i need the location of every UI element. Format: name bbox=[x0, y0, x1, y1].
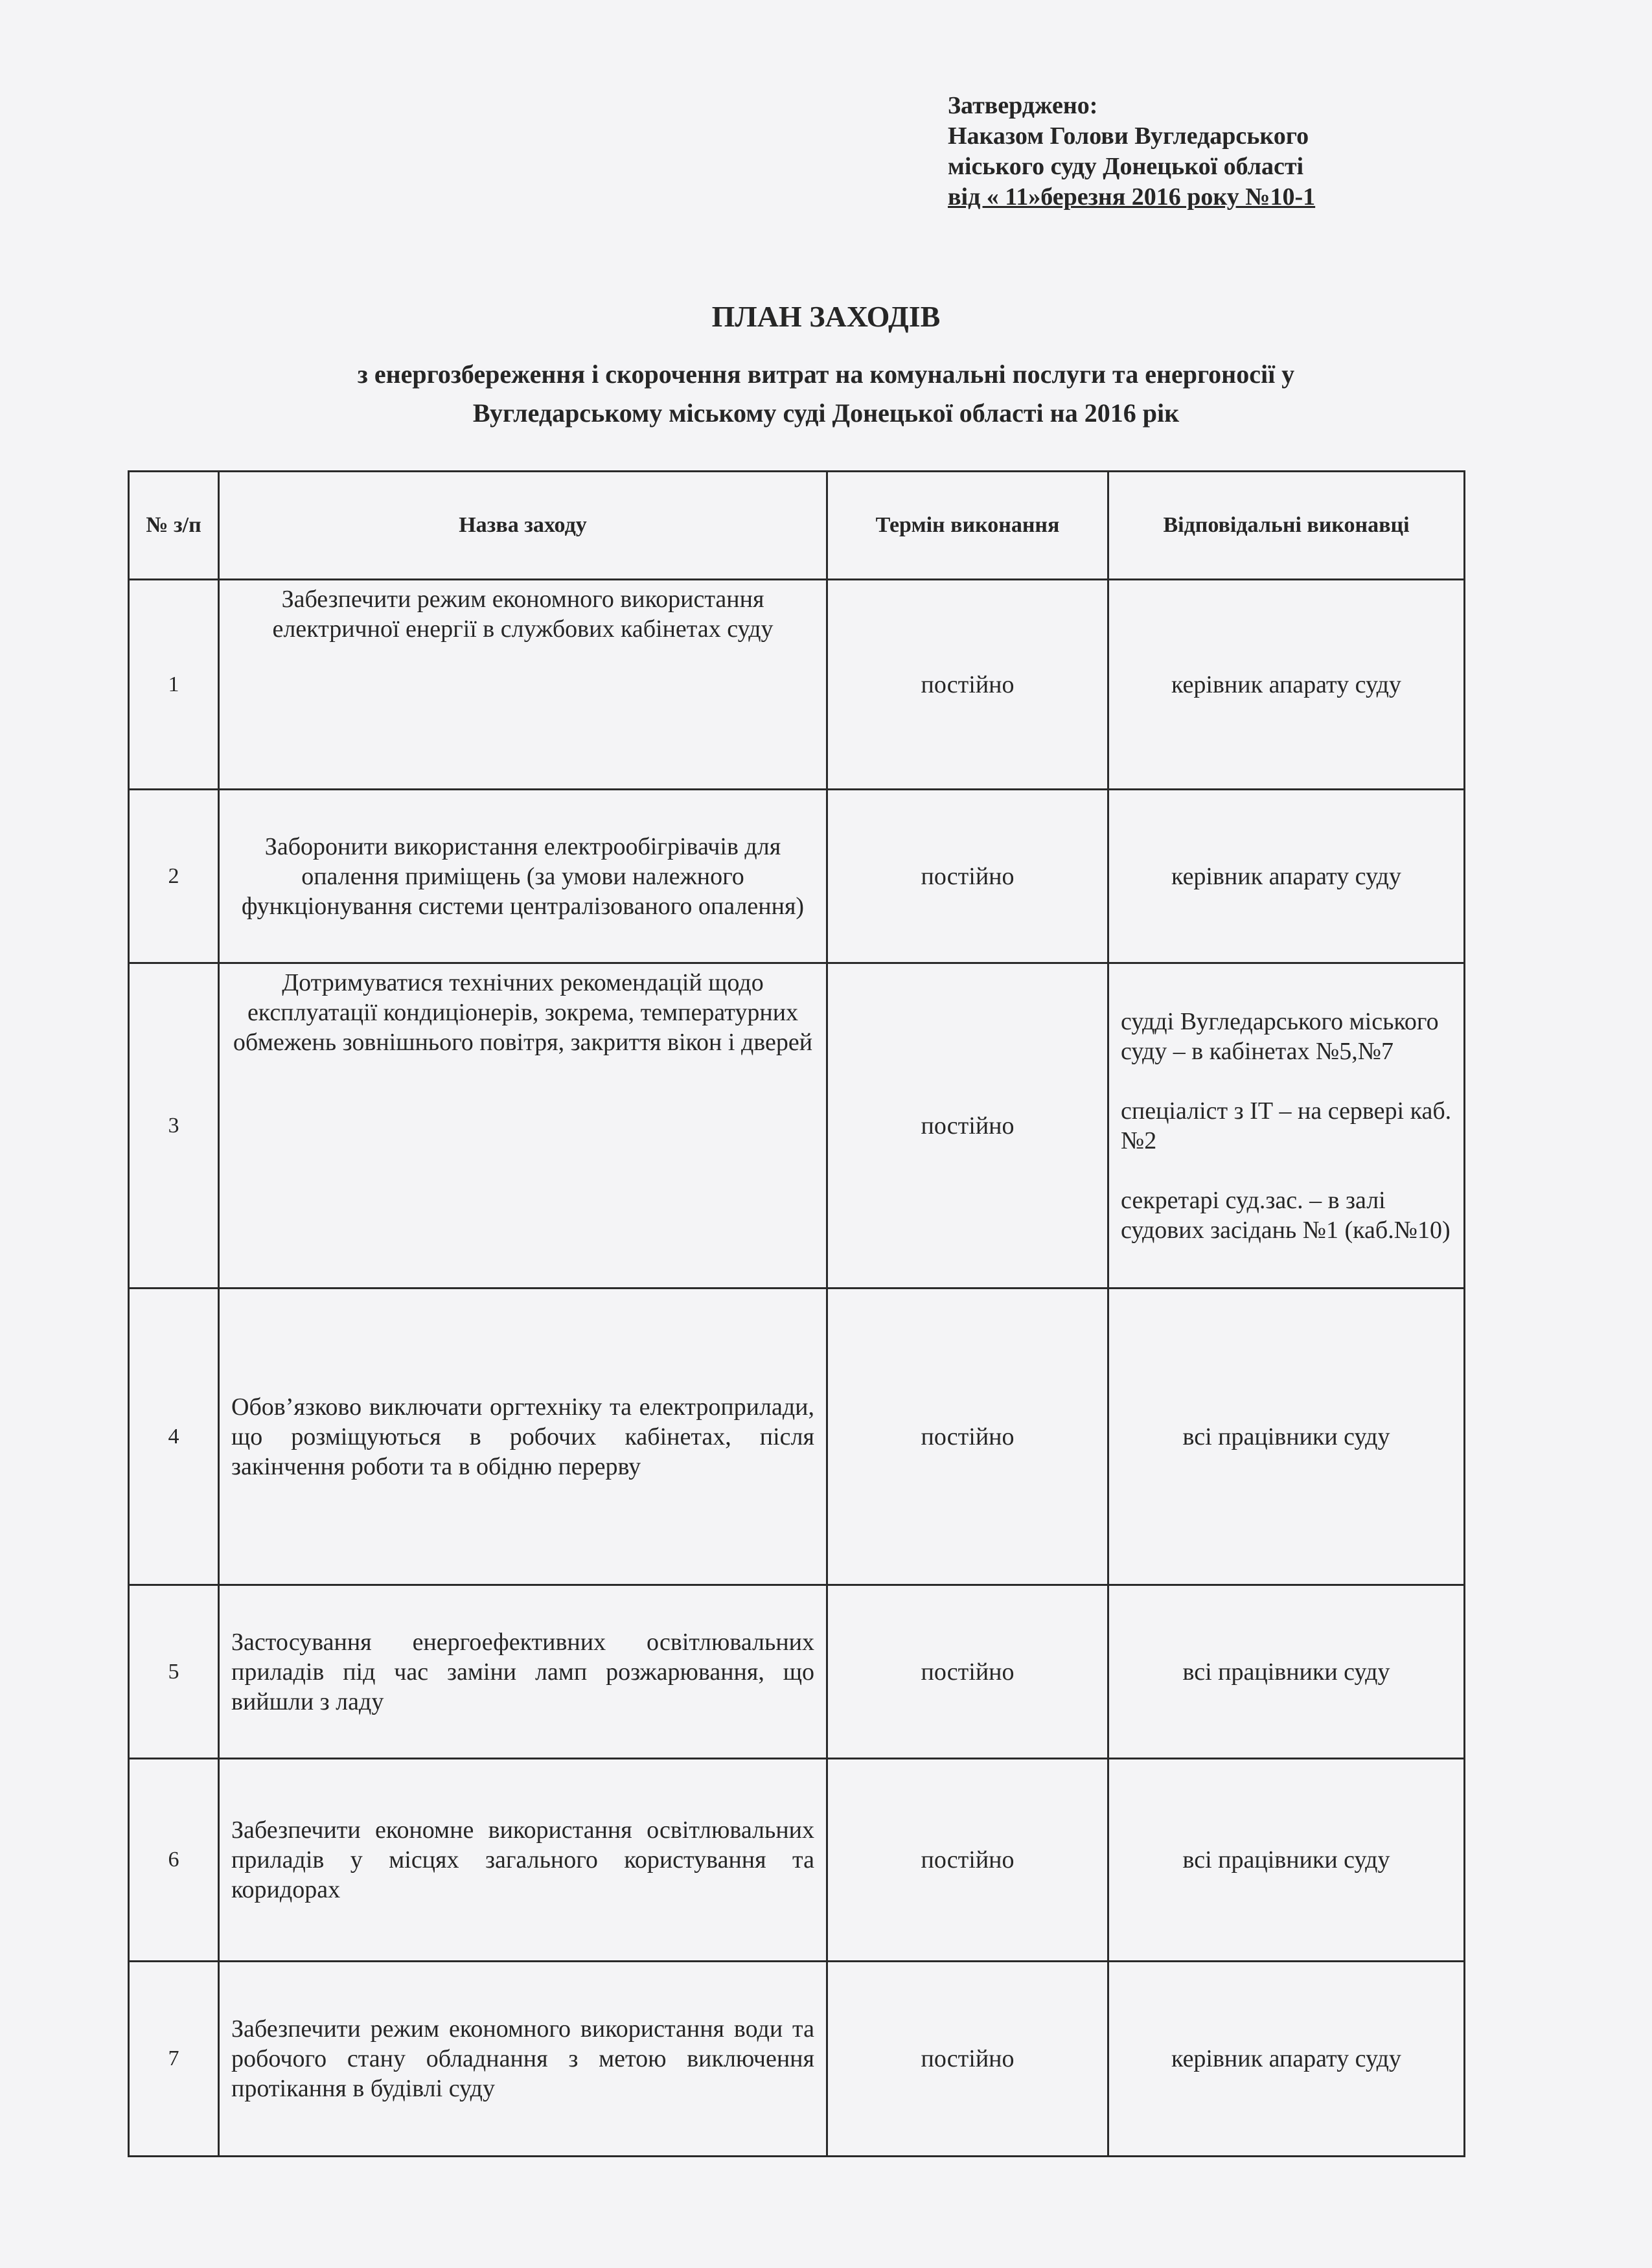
responsible-judges: судді Вугледарського міського суду – в кабінетах №5,№7 bbox=[1121, 1007, 1439, 1065]
row-term: постійно bbox=[827, 1962, 1108, 2157]
row-name: Дотримуватися технічних рекомендацій щодо експлуатації кондиціонерів, зокрема, температурних обмежень зовнішнього повітря, закриття вікон і дверей bbox=[219, 963, 827, 1289]
measures-table bbox=[128, 470, 1465, 2157]
row-num: 3 bbox=[129, 963, 219, 1289]
row-num: 7 bbox=[129, 1962, 219, 2157]
row-name: Забезпечити режим економного використання води та робочого стану обладнання з метою виключення протікання в будівлі суду bbox=[219, 1962, 827, 2157]
subtitle-line: з енергозбереження і скорочення витрат на комунальні послуги та енергоносії у bbox=[357, 360, 1295, 389]
responsible-it: спеціаліст з ІТ – на сервері каб. №2 bbox=[1121, 1097, 1452, 1154]
row-name: Забезпечити економне використання освітлювальних приладів у місцях загального користування та коридорах bbox=[219, 1759, 827, 1962]
row-responsible: керівник апарату суду bbox=[1108, 1962, 1465, 2157]
header-responsible: Відповідальні виконавці bbox=[1108, 472, 1465, 580]
row-term: постійно bbox=[827, 1289, 1108, 1585]
subtitle-line: Вугледарському міському суді Донецької області на 2016 рік bbox=[472, 398, 1180, 428]
header-num: № з/п bbox=[129, 472, 219, 580]
approval-block bbox=[948, 91, 1315, 212]
row-term: постійно bbox=[827, 1585, 1108, 1759]
approval-line: міського суду Донецької області bbox=[948, 153, 1304, 180]
row-name: Забезпечити режим економного використання електричної енергії в службових кабінетах суду bbox=[219, 580, 827, 790]
row-num: 6 bbox=[129, 1759, 219, 1962]
header-term: Термін виконання bbox=[827, 472, 1108, 580]
row-name: Обов’язково виключати оргтехніку та електроприлади, що розміщуються в робочих кабінетах, після закінчення роботи та в обідню перерву bbox=[219, 1289, 827, 1585]
row-term: постійно bbox=[827, 963, 1108, 1289]
table-row bbox=[129, 580, 1465, 790]
responsible-secretaries: секретарі суд.зас. – в залі судових засідань №1 (каб.№10) bbox=[1121, 1186, 1451, 1244]
approval-line: Затверджено: bbox=[948, 92, 1098, 119]
approval-date: від « 11»березня 2016 року №10-1 bbox=[948, 183, 1316, 211]
document-subtitle bbox=[0, 355, 1652, 433]
table-row bbox=[129, 1585, 1465, 1759]
row-term: постійно bbox=[827, 1759, 1108, 1962]
row-num: 2 bbox=[129, 790, 219, 963]
row-responsible: всі працівники суду bbox=[1108, 1759, 1465, 1962]
row-name: Застосування енергоефективних освітлювальних приладів під час заміни ламп розжарювання, що вийшли з ладу bbox=[219, 1585, 827, 1759]
header-name: Назва заходу bbox=[219, 472, 827, 580]
row-term: постійно bbox=[827, 580, 1108, 790]
row-responsible: всі працівники суду bbox=[1108, 1585, 1465, 1759]
row-responsible: керівник апарату суду bbox=[1108, 790, 1465, 963]
row-responsible bbox=[1108, 963, 1465, 1289]
row-num: 4 bbox=[129, 1289, 219, 1585]
row-num: 1 bbox=[129, 580, 219, 790]
row-responsible: всі працівники суду bbox=[1108, 1289, 1465, 1585]
table-header-row bbox=[129, 472, 1465, 580]
approval-line: Наказом Голови Вугледарського bbox=[948, 122, 1309, 150]
document-title: ПЛАН ЗАХОДІВ bbox=[711, 300, 941, 333]
table-row bbox=[129, 1759, 1465, 1962]
row-term: постійно bbox=[827, 790, 1108, 963]
row-name: Заборонити використання електрообігрівачів для опалення приміщень (за умови належного функціонування системи централізованого опалення) bbox=[219, 790, 827, 963]
table-row bbox=[129, 1962, 1465, 2157]
row-num: 5 bbox=[129, 1585, 219, 1759]
table-row bbox=[129, 963, 1465, 1289]
table-row bbox=[129, 790, 1465, 963]
table-row bbox=[129, 1289, 1465, 1585]
row-responsible: керівник апарату суду bbox=[1108, 580, 1465, 790]
